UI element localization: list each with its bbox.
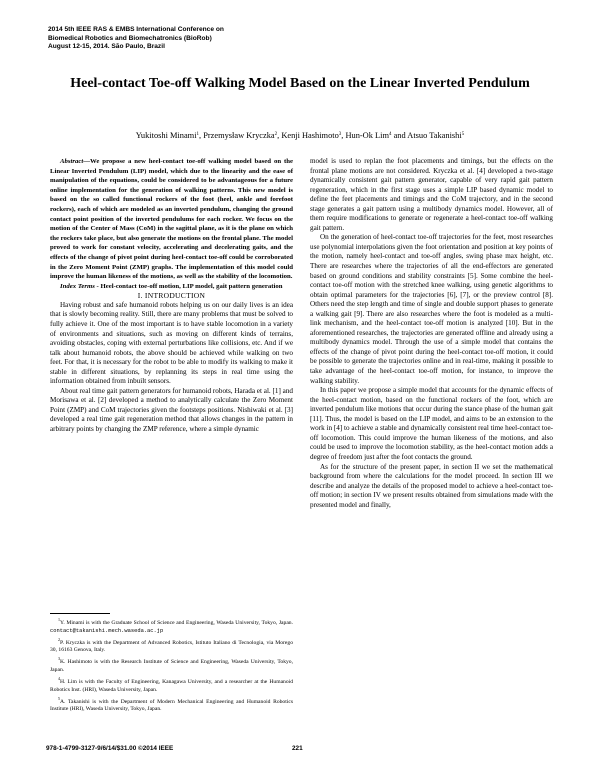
index-terms-text: - Heel-contact toe-off motion, LIP model, gait pattern generation — [94, 282, 283, 290]
footnote — [50, 616, 293, 636]
footnote-text: Y. Minami is with the Graduate School of Science and Engineering, Waseda University, Tokyo, Japan. — [60, 619, 293, 626]
author-name: Yukitoshi Minami — [135, 131, 197, 140]
footnote-text: H. Lim is with the Faculty of Engineering, Kanagawa University, and a researcher at the Humanoid Robotics Inst. (HRI), Waseda University, Japan. — [50, 678, 293, 693]
paragraph: In this paper we propose a simple model that accounts for the dynamic effects of the heel-contact motion, based on the functional rockers of the foot, which are inverted pendulum like motions that occur during the stance phase of the human gait [11]. Thus, the model is based on the LIP model, and aims to be an extension to the work in [4] to achieve a stable and dynamically consistent real time heel-contact toe-off locomotion. This could improve the human likeness of the motions, and also could be used to improve the locomotion stability, as the heel-contact motion adds a degree of freedom just after the foot contacts the ground. — [310, 386, 553, 461]
abstract-label: Abstract — [60, 158, 84, 165]
author-name: Kenji Hashimoto — [281, 131, 339, 140]
author-name: Hun-Ok Lim — [345, 131, 389, 140]
index-terms — [50, 282, 293, 292]
abstract-text: —We propose a new heel-contact toe-off walking model based on the Linear Inverted Pendulum (LIP) model, which due to the linearity and the ease of manipulation of the equations, could be considered to be advantageous for a future online implementation for the generation of walking patterns. This new model is based on the so called functional rockers of the foot (heel, ankle and forefoot rockers), each of which are modeled as an inverted pendulum, changing the ground contact point position of the inverted pendulums for each rocker. We focus on the motion of the Center of Mass (CoM) in the sagittal plane, as it is the plane on which the rockers take place, but also generate the motions on the frontal plane. The model proved to work for constant velocity, accelerating and decelerating gaits, and the effects of the change of pivot point during heel-contact toe-off could be corroborated in the Zero Moment Point (ZMP) graphs. The implementation of this model could improve the human likeness of the motions, as well as the stability of the locomotion. — [50, 158, 293, 281]
footnotes — [50, 616, 293, 714]
footnote — [50, 655, 293, 675]
footnote-mark: 3 — [58, 656, 60, 662]
author-list: Yukitoshi Minami$^1$, Przemysław Kryczka$^2$, Kenji Hashimoto$^3$, Hun-Ok Lim$^4$ and Atsuo Takanishi$^5$ — [135, 131, 465, 140]
author-mark: 2 — [274, 132, 278, 137]
author-mark: 4 — [388, 132, 392, 137]
abstract — [50, 157, 293, 282]
author-name: Atsuo Takanishi — [407, 131, 462, 140]
footnote-mark: 2 — [58, 636, 60, 642]
footnote — [50, 675, 293, 695]
paragraph: model is used to replan the foot placements and timings, but the effects on the frontal plane motions are not considered. Kryczka et al. [4] developed a two-stage dynamically consistent gait pattern generator, capable of very rapid gait pattern regeneration, which in the first stage uses a simple LIP based dynamic model to define the feet placements and timings and the CoM trajectory, and in the second stage generates a gait pattern using a multibody dynamics model. However, all of them require modifications to generate or regenerate a heel-contact toe-off walking gait pattern. — [310, 157, 553, 232]
footnote-divider — [50, 613, 110, 614]
footnote-text: P. Kryczka is with the Department of Advanced Robotics, Istituto Italiano di Tecnologia, via Morego 30, 16163 Genova, Italy. — [50, 639, 293, 654]
footnote-text: K. Hashimoto is with the Research Institute of Science and Engineering, Waseda University, Tokyo, Japan. — [50, 659, 293, 674]
author-name: Przemysław Kryczka — [203, 131, 275, 140]
footnote-mark: 5 — [58, 695, 60, 701]
isbn-line: 978-1-4799-3127-9/6/14/$31.00 ©2014 IEEE — [46, 745, 174, 752]
author-mark: 3 — [338, 132, 342, 137]
footnote — [50, 695, 293, 715]
paragraph: On the generation of heel-contact toe-off trajectories for the feet, most researches use polynomial interpolations given the foot orientation and position at key points of the motion, namely heel-contact and toe-off angles, swing phase max height, etc. There are researches where the trajectories of all the end-effectors are generated based on ground conditions and stability constraints [5]. Some combine the heel-contact toe-off motion with the stretched knee walking, using genetic algorithms to obtain optimal parameters for the trajectories [6], [7], or the preview control [8]. Others need the step length and time of single and double support phases to generate a walking gait [9]. There are also researches where the foot is modeled as a multi-link mechanism, and the heel-contact toe-off motion is analyzed [10]. But in the aforementioned researches, the trajectories are generated offline and already using a multibody dynamics model. Through the use of a simple model that contains the effects of the change of pivot point during the heel-contact toe-off motion, it could be possible to generate the trajectories online and in real-time, making it possible to take advantage of the heel-contact toe-off motion, for instance, to improve the walking stability. — [310, 233, 553, 385]
footnote-mark: 1 — [58, 617, 60, 622]
paragraph: About real time gait pattern generators for humanoid robots, Harada et al. [1] and Morisawa et al. [2] developed a method to analytically calculate the Zero Moment Point (ZMP) and CoM trajectories given the footsteps positions. Nishiwaki et al. [3] developed a real time gait regeneration method that allows changes in the pattern in arbitrary points by changing the ZMP reference, where a simple dynamic — [50, 386, 293, 433]
conference-line: 2014 5th IEEE RAS & EMBS International Conference on — [48, 26, 224, 33]
footnote-mark: 4 — [58, 676, 60, 682]
paper-title: Heel-contact Toe-off Walking Model Based on the Linear Inverted Pendulum — [70, 76, 530, 91]
author-mark: 1 — [196, 132, 200, 137]
paragraph: As for the structure of the present paper, in section II we set the mathematical background from where the calculations for the model proceed. In section III we describe and analyze the details of the proposed model to achieve a heel-contact toe-off motion; in section IV we present results obtained from simulations made with the presented model and finally, — [310, 462, 553, 509]
section-heading: I. INTRODUCTION — [137, 291, 206, 301]
footnote-text: A. Takanishi is with the Department of Modern Mechanical Engineering and Humanoid Robotics Institute (HRI), Waseda University, Tokyo, Japan. — [50, 698, 293, 713]
paragraph: Having robust and safe humanoid robots helping us on our daily lives is an idea that is slowly becoming reality. Still, there are many problems that must be solved to fully achieve it. One of the most important is to have stable locomotion in a variety of environments and situations, such as moving on different kinds of terrains, avoiding obstacles, coping with external perturbations like collisions, etc. And if we talk about humanoid robots, the above should be achieved while walking on two feet. For that, it is necessary for the robot to be able to modify its walking to make it stable in different situations, by replanning its steps in real time using the information obtained from inbuilt sensors. — [50, 300, 293, 386]
conference-line: Biomedical Robotics and Biomechatronics (BioRob) — [48, 34, 212, 42]
footnote — [50, 636, 293, 656]
right-column — [310, 157, 553, 510]
page-number: 221 — [292, 745, 303, 752]
left-column — [50, 157, 293, 435]
author-mark: 5 — [461, 132, 465, 137]
index-terms-label: Index Terms — [60, 282, 95, 290]
conference-header — [48, 26, 224, 52]
author-email: contact@takanishi.mech.waseda.ac.jp — [50, 627, 164, 634]
conference-line: August 12-15, 2014. São Paulo, Brazil — [48, 43, 165, 51]
